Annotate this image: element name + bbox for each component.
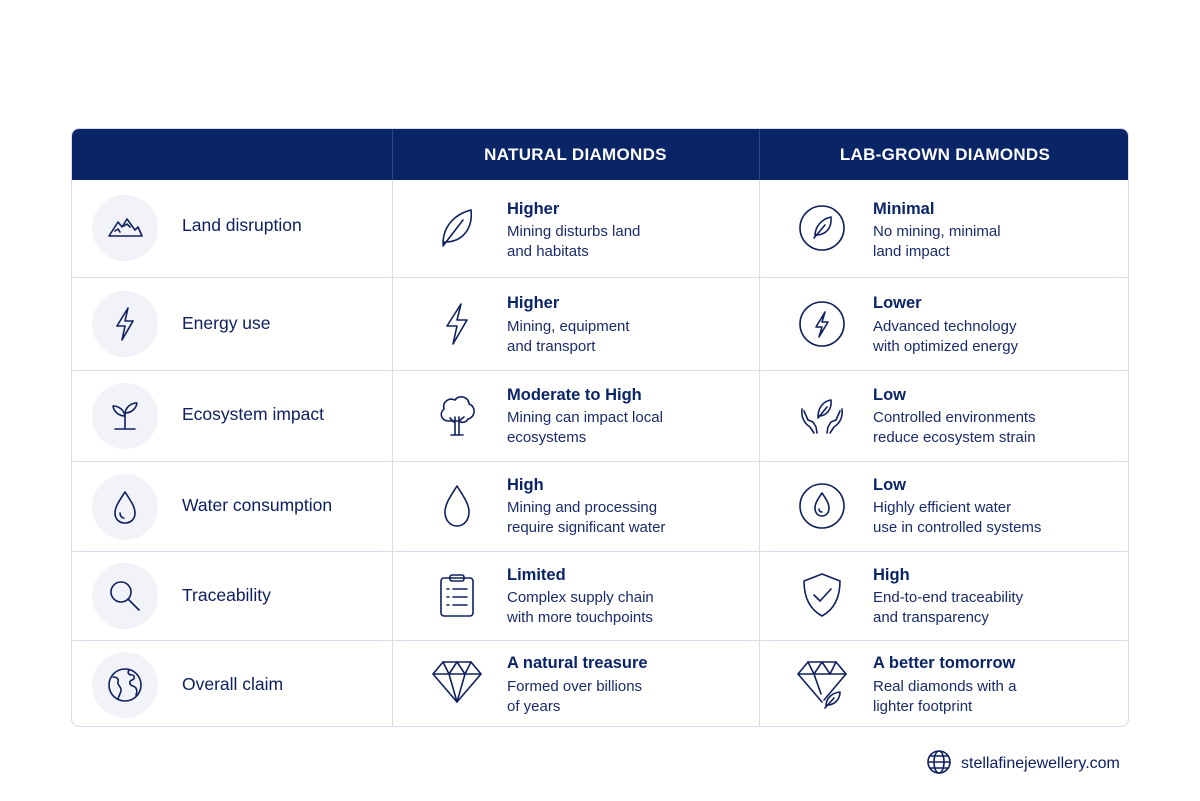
natural-diamonds-header: NATURAL DIAMONDS	[484, 145, 667, 164]
row-label: Water consumption	[182, 495, 333, 515]
natural-cell	[393, 278, 759, 370]
sprout-icon	[92, 383, 158, 449]
clipboard-icon	[433, 571, 481, 619]
natural-cell	[393, 180, 759, 277]
lab-grown-diamonds-header: LAB-GROWN DIAMONDS	[839, 145, 1051, 164]
shield-check-icon	[798, 571, 846, 619]
tree-icon	[433, 391, 481, 439]
website-url[interactable]: stellafinejewellery.com	[961, 755, 1120, 772]
rating-title: Low	[873, 476, 906, 494]
diamond-icon	[429, 658, 485, 706]
row-label: Energy use	[182, 313, 271, 333]
natural-cell	[393, 371, 759, 461]
natural-cell	[393, 552, 759, 640]
table-row	[72, 461, 1128, 551]
water-drop-icon	[92, 474, 158, 540]
rating-title: High	[507, 476, 544, 494]
lightning-icon	[92, 291, 158, 357]
row-label: Overall claim	[182, 674, 284, 694]
row-label: Land disruption	[182, 215, 302, 235]
rating-title: Limited	[507, 566, 566, 584]
row-label: Traceability	[182, 585, 271, 605]
lab-cell	[760, 462, 1129, 551]
lightning-circle-icon	[798, 300, 846, 348]
water-drop-circle-icon	[798, 482, 846, 530]
table-row	[72, 551, 1128, 640]
globe-icon	[92, 652, 158, 718]
rating-description: Mining and processing require significant water	[507, 499, 666, 536]
table-row	[72, 180, 1128, 277]
rating-description: Formed over billions of years	[507, 678, 643, 715]
leaf-circle-icon	[798, 204, 846, 252]
rating-title: Low	[873, 386, 906, 404]
lab-cell	[760, 552, 1129, 640]
rating-title: Moderate to High	[507, 386, 642, 404]
table-row	[72, 640, 1128, 727]
rating-description: Mining can impact local ecosystems	[507, 409, 663, 446]
lab-cell	[760, 641, 1129, 727]
comparison-table	[71, 128, 1129, 727]
table-header	[72, 129, 1128, 180]
rating-description: Mining disturbs land and habitats	[507, 223, 641, 260]
header-divider	[759, 129, 760, 180]
rating-title: Lower	[873, 294, 922, 312]
diamond-leaf-icon	[794, 658, 850, 710]
lightning-icon	[433, 300, 481, 348]
lab-cell	[760, 371, 1129, 461]
rating-description: Highly efficient water use in controlled systems	[873, 499, 1042, 536]
natural-cell	[393, 641, 759, 727]
table-row	[72, 277, 1128, 370]
row-label: Ecosystem impact	[182, 404, 324, 424]
lab-cell	[760, 180, 1129, 277]
rating-title: Higher	[507, 200, 560, 218]
rating-description: Real diamonds with a lighter footprint	[873, 678, 1017, 715]
mountain-icon	[92, 195, 158, 261]
website-link[interactable]	[926, 751, 1120, 777]
natural-cell	[393, 462, 759, 551]
rating-title: High	[873, 566, 910, 584]
rating-description: Complex supply chain with more touchpoints	[507, 589, 654, 626]
rating-title: Minimal	[873, 200, 935, 218]
lab-cell	[760, 278, 1129, 370]
rating-description: Mining, equipment and transport	[507, 318, 630, 355]
rating-description: End-to-end traceability and transparency	[873, 589, 1024, 626]
rating-description: Advanced technology with optimized energy	[873, 318, 1019, 355]
water-drop-icon	[433, 482, 481, 530]
hands-leaf-icon	[798, 391, 846, 439]
rating-description: No mining, minimal land impact	[873, 223, 1001, 260]
globe-icon	[926, 749, 961, 780]
rating-description: Controlled environments reduce ecosystem strain	[873, 409, 1036, 446]
rating-title: Higher	[507, 294, 560, 312]
magnifier-icon	[92, 563, 158, 629]
header-divider	[392, 129, 393, 180]
leaf-icon	[433, 204, 481, 252]
rating-title: A natural treasure	[507, 654, 648, 672]
table-row	[72, 370, 1128, 461]
rating-title: A better tomorrow	[873, 654, 1016, 672]
